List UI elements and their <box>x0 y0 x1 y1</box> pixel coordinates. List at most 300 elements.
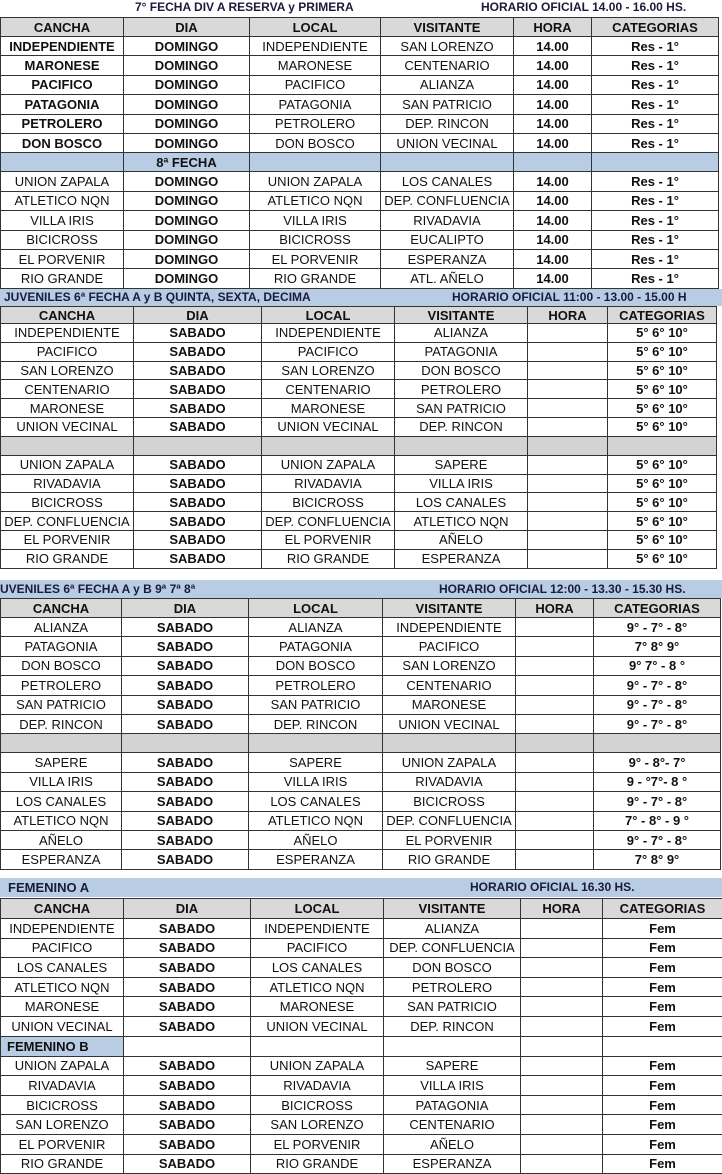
column-header-dia: DIA <box>124 899 251 919</box>
column-header-categorias: CATEGORIAS <box>592 18 719 37</box>
table-row <box>1 695 721 714</box>
cell-categorias: 7° 8° 9° <box>594 850 721 869</box>
cell-cancha: ALIANZA <box>1 618 122 637</box>
table-row <box>1 133 719 152</box>
cell-cancha: ATLETICO NQN <box>1 977 124 997</box>
cell-local: UNION ZAPALA <box>251 1056 384 1076</box>
cell-cancha: EL PORVENIR <box>1 1134 124 1154</box>
cell-categorias: Res - 1° <box>592 133 719 152</box>
cell-hora <box>521 1115 603 1135</box>
column-header-local: LOCAL <box>262 307 395 324</box>
table-row <box>1 1076 722 1096</box>
table-row <box>1 676 721 695</box>
column-header-cancha: CANCHA <box>1 307 134 324</box>
cell-local: EL PORVENIR <box>250 249 381 268</box>
cell-local: CENTENARIO <box>262 380 395 399</box>
cell-dia: SABADO <box>122 830 249 849</box>
table-row <box>1 637 721 656</box>
cell-hora <box>516 830 594 849</box>
table-row <box>1 75 719 94</box>
separator-cell <box>1 734 122 753</box>
cell-categorias: Res - 1° <box>592 230 719 249</box>
cell-visitante: ALIANZA <box>395 324 528 343</box>
cell-cancha: RIVADAVIA <box>1 474 134 493</box>
cell-visitante: ALIANZA <box>384 919 521 939</box>
cell-cancha: UNION VECINAL <box>1 1016 124 1036</box>
cell-visitante: UNION VECINAL <box>381 133 514 152</box>
cell-local: LOS CANALES <box>251 958 384 978</box>
cell-categorias: Res - 1° <box>592 114 719 133</box>
separator-cell <box>251 1036 384 1056</box>
cell-local: UNION VECINAL <box>262 417 395 436</box>
separator-cell <box>521 1036 603 1056</box>
cell-cancha: PACIFICO <box>1 342 134 361</box>
cell-categorias: 9° 7° - 8 ° <box>594 656 721 675</box>
cell-cancha: LOS CANALES <box>1 792 122 811</box>
table-row <box>1 172 719 191</box>
cell-local: EL PORVENIR <box>262 530 395 549</box>
cell-dia: SABADO <box>124 919 251 939</box>
match-table <box>0 898 722 1174</box>
cell-dia: SABADO <box>134 512 262 531</box>
group-separator <box>1 1036 722 1056</box>
cell-categorias: 5° 6° 10° <box>608 417 717 436</box>
section-title-band <box>0 878 722 897</box>
cell-dia: DOMINGO <box>124 211 250 230</box>
column-header-local: LOCAL <box>250 18 381 37</box>
s1-body <box>1 18 719 289</box>
cell-categorias: 9° - 7° - 8° <box>594 714 721 733</box>
cell-categorias: 7° 8° 9° <box>594 637 721 656</box>
column-header-categorias: CATEGORIAS <box>603 899 722 919</box>
cell-dia: SABADO <box>122 714 249 733</box>
cell-visitante: DEP. RINCON <box>395 417 528 436</box>
table-row <box>1 361 717 380</box>
separator-cell <box>1 436 134 455</box>
cell-categorias: 9° - 7° - 8° <box>594 695 721 714</box>
cell-cancha: SAN LORENZO <box>1 361 134 380</box>
cell-visitante: VILLA IRIS <box>384 1076 521 1096</box>
table-row <box>1 938 722 958</box>
cell-cancha: PACIFICO <box>1 75 124 94</box>
table-row <box>1 1056 722 1076</box>
table-row <box>1 958 722 978</box>
separator-cell <box>124 1036 251 1056</box>
cell-visitante: ESPERANZA <box>381 249 514 268</box>
table-row <box>1 772 721 791</box>
cell-dia: SABADO <box>134 361 262 380</box>
cell-local: SAN PATRICIO <box>249 695 383 714</box>
column-header-dia: DIA <box>134 307 262 324</box>
cell-local: BICICROSS <box>250 230 381 249</box>
cell-dia: DOMINGO <box>124 56 250 75</box>
cell-hora <box>516 676 594 695</box>
table-row <box>1 1115 722 1135</box>
cell-categorias: Fem <box>603 919 722 939</box>
cell-hora <box>528 324 608 343</box>
cell-hora <box>516 618 594 637</box>
table-row <box>1 114 719 133</box>
cell-categorias: 5° 6° 10° <box>608 474 717 493</box>
cell-categorias: Fem <box>603 1016 722 1036</box>
cell-local: PACIFICO <box>251 938 384 958</box>
cell-cancha: PACIFICO <box>1 938 124 958</box>
cell-categorias: Res - 1° <box>592 269 719 288</box>
cell-visitante: SAPERE <box>384 1056 521 1076</box>
section-title-band <box>0 0 722 17</box>
cell-dia: SABADO <box>122 772 249 791</box>
cell-categorias: Res - 1° <box>592 172 719 191</box>
separator-cell <box>592 153 719 172</box>
cell-hora <box>528 361 608 380</box>
cell-categorias: Res - 1° <box>592 95 719 114</box>
column-header-hora: HORA <box>521 899 603 919</box>
match-table <box>0 17 719 289</box>
cell-visitante: DON BOSCO <box>395 361 528 380</box>
cell-visitante: DON BOSCO <box>384 958 521 978</box>
table-row <box>1 399 717 418</box>
table-row <box>1 324 717 343</box>
column-header-hora: HORA <box>516 599 594 618</box>
cell-cancha: RIVADAVIA <box>1 1076 124 1096</box>
section-title: JUVENILES 6ª FECHA A y B QUINTA, SEXTA, DECIMA <box>4 290 311 304</box>
section-femenino <box>0 878 722 1174</box>
cell-dia: SABADO <box>124 977 251 997</box>
cell-dia: SABADO <box>134 324 262 343</box>
cell-local: RIO GRANDE <box>251 1154 384 1174</box>
table-row <box>1 830 721 849</box>
cell-local: BICICROSS <box>251 1095 384 1115</box>
cell-dia: SABADO <box>122 792 249 811</box>
match-table <box>0 306 717 569</box>
cell-local: LOS CANALES <box>249 792 383 811</box>
cell-hora <box>528 474 608 493</box>
cell-visitante: RIO GRANDE <box>383 850 516 869</box>
cell-cancha: PETROLERO <box>1 114 124 133</box>
cell-dia: DOMINGO <box>124 75 250 94</box>
cell-cancha: RIO GRANDE <box>1 549 134 568</box>
cell-dia: SABADO <box>122 618 249 637</box>
section-schedule: HORARIO OFICIAL 16.30 HS. <box>470 880 635 894</box>
cell-cancha: MARONESE <box>1 399 134 418</box>
cell-dia: SABADO <box>122 850 249 869</box>
cell-categorias: Res - 1° <box>592 75 719 94</box>
cell-hora <box>521 1134 603 1154</box>
cell-visitante: RIVADAVIA <box>381 211 514 230</box>
cell-hora <box>521 1154 603 1174</box>
cell-categorias: 5° 6° 10° <box>608 380 717 399</box>
separator-cell <box>134 436 262 455</box>
cell-visitante: DEP. CONFLUENCIA <box>383 811 516 830</box>
cell-cancha: LOS CANALES <box>1 958 124 978</box>
column-header-local: LOCAL <box>249 599 383 618</box>
cell-visitante: SAPERE <box>395 455 528 474</box>
cell-visitante: ESPERANZA <box>384 1154 521 1174</box>
cell-local: VILLA IRIS <box>250 211 381 230</box>
section-schedule: HORARIO OFICIAL 12:00 - 13.30 - 15.30 HS. <box>439 582 686 596</box>
cell-visitante: ALIANZA <box>381 75 514 94</box>
column-header-categorias: CATEGORIAS <box>608 307 717 324</box>
cell-local: SAPERE <box>249 753 383 772</box>
column-header-hora: HORA <box>528 307 608 324</box>
table-row <box>1 618 721 637</box>
cell-cancha: AÑELO <box>1 830 122 849</box>
cell-dia: DOMINGO <box>124 191 250 210</box>
table-row <box>1 656 721 675</box>
separator-cell <box>516 734 594 753</box>
cell-categorias: Res - 1° <box>592 37 719 56</box>
cell-visitante: LOS CANALES <box>395 493 528 512</box>
cell-visitante: AÑELO <box>384 1134 521 1154</box>
cell-dia: DOMINGO <box>124 37 250 56</box>
group-separator <box>1 734 721 753</box>
cell-visitante: SAN PATRICIO <box>395 399 528 418</box>
cell-dia: SABADO <box>124 1095 251 1115</box>
cell-hora <box>528 399 608 418</box>
cell-visitante: ATLETICO NQN <box>395 512 528 531</box>
cell-local: ESPERANZA <box>249 850 383 869</box>
cell-dia: SABADO <box>124 938 251 958</box>
cell-local: PATAGONIA <box>250 95 381 114</box>
column-header-hora: HORA <box>514 18 592 37</box>
cell-categorias: Res - 1° <box>592 211 719 230</box>
cell-categorias: Res - 1° <box>592 191 719 210</box>
table-row <box>1 493 717 512</box>
cell-visitante: BICICROSS <box>383 792 516 811</box>
cell-cancha: PATAGONIA <box>1 95 124 114</box>
cell-categorias: Res - 1° <box>592 249 719 268</box>
fecha-separator <box>1 153 719 172</box>
table-row <box>1 417 717 436</box>
section-schedule: HORARIO OFICIAL 14.00 - 16.00 HS. <box>481 0 687 14</box>
cell-cancha: DEP. RINCON <box>1 714 122 733</box>
cell-cancha: SAPERE <box>1 753 122 772</box>
cell-categorias: 9° - 7° - 8° <box>594 792 721 811</box>
cell-local: PATAGONIA <box>249 637 383 656</box>
cell-local: MARONESE <box>250 56 381 75</box>
cell-hora: 14.00 <box>514 114 592 133</box>
cell-local: AÑELO <box>249 830 383 849</box>
table-row <box>1 919 722 939</box>
cell-visitante: UNION ZAPALA <box>383 753 516 772</box>
cell-visitante: SAN LORENZO <box>381 37 514 56</box>
cell-cancha: CENTENARIO <box>1 380 134 399</box>
cell-categorias: 5° 6° 10° <box>608 549 717 568</box>
cell-cancha: DON BOSCO <box>1 656 122 675</box>
cell-cancha: SAN LORENZO <box>1 1115 124 1135</box>
table-row <box>1 56 719 75</box>
cell-visitante: DEP. RINCON <box>384 1016 521 1036</box>
column-header-visitante: VISITANTE <box>395 307 528 324</box>
cell-visitante: DEP. RINCON <box>381 114 514 133</box>
cell-local: INDEPENDIENTE <box>250 37 381 56</box>
cell-dia: SABADO <box>124 1016 251 1036</box>
cell-cancha: ESPERANZA <box>1 850 122 869</box>
cell-visitante: INDEPENDIENTE <box>383 618 516 637</box>
cell-cancha: ATLETICO NQN <box>1 191 124 210</box>
cell-visitante: EUCALIPTO <box>381 230 514 249</box>
table-header-row <box>1 899 722 919</box>
cell-visitante: LOS CANALES <box>381 172 514 191</box>
cell-dia: SABADO <box>134 399 262 418</box>
cell-local: ATLETICO NQN <box>250 191 381 210</box>
section-div-a <box>0 0 722 289</box>
cell-categorias: 5° 6° 10° <box>608 342 717 361</box>
cell-hora <box>528 417 608 436</box>
cell-dia: SABADO <box>122 695 249 714</box>
cell-hora <box>516 811 594 830</box>
cell-dia: DOMINGO <box>124 249 250 268</box>
cell-dia: SABADO <box>122 676 249 695</box>
cell-dia: SABADO <box>124 1056 251 1076</box>
cell-hora: 14.00 <box>514 95 592 114</box>
section-title: FEMENINO A <box>8 880 90 895</box>
cell-categorias: 9° - 7° - 8° <box>594 830 721 849</box>
cell-hora: 14.00 <box>514 211 592 230</box>
cell-dia: SABADO <box>134 380 262 399</box>
cell-categorias: Fem <box>603 1095 722 1115</box>
cell-hora <box>516 714 594 733</box>
cell-visitante: UNION VECINAL <box>383 714 516 733</box>
cell-dia: DOMINGO <box>124 114 250 133</box>
cell-visitante: CENTENARIO <box>384 1115 521 1135</box>
cell-local: MARONESE <box>251 997 384 1017</box>
cell-categorias: 5° 6° 10° <box>608 493 717 512</box>
cell-dia: DOMINGO <box>124 95 250 114</box>
s2-body <box>1 307 717 569</box>
cell-dia: SABADO <box>134 417 262 436</box>
table-row <box>1 474 717 493</box>
cell-categorias: 5° 6° 10° <box>608 324 717 343</box>
cell-hora <box>521 977 603 997</box>
cell-local: PETROLERO <box>249 676 383 695</box>
cell-hora: 14.00 <box>514 172 592 191</box>
cell-hora <box>528 342 608 361</box>
cell-hora <box>521 1076 603 1096</box>
cell-cancha: VILLA IRIS <box>1 772 122 791</box>
s3-body <box>1 599 721 870</box>
cell-hora: 14.00 <box>514 249 592 268</box>
cell-hora <box>528 493 608 512</box>
cell-cancha: MARONESE <box>1 56 124 75</box>
cell-local: UNION ZAPALA <box>262 455 395 474</box>
table-header-row <box>1 307 717 324</box>
table-row <box>1 191 719 210</box>
table-row <box>1 512 717 531</box>
cell-hora <box>528 380 608 399</box>
table-row <box>1 792 721 811</box>
cell-dia: SABADO <box>134 342 262 361</box>
cell-dia: SABADO <box>124 1076 251 1096</box>
cell-categorias: Fem <box>603 1056 722 1076</box>
cell-dia: DOMINGO <box>124 269 250 288</box>
cell-visitante: DEP. CONFLUENCIA <box>381 191 514 210</box>
separator-cell <box>528 436 608 455</box>
table-header-row <box>1 599 721 618</box>
separator-cell <box>603 1036 722 1056</box>
table-row <box>1 1154 722 1174</box>
cell-cancha: DON BOSCO <box>1 133 124 152</box>
cell-cancha: RIO GRANDE <box>1 269 124 288</box>
cell-local: RIO GRANDE <box>262 549 395 568</box>
column-header-cancha: CANCHA <box>1 599 122 618</box>
cell-visitante: SAN PATRICIO <box>384 997 521 1017</box>
cell-cancha: UNION VECINAL <box>1 417 134 436</box>
cell-hora <box>516 850 594 869</box>
column-header-dia: DIA <box>124 18 250 37</box>
cell-visitante: SAN LORENZO <box>383 656 516 675</box>
cell-cancha: INDEPENDIENTE <box>1 324 134 343</box>
cell-hora <box>521 1016 603 1036</box>
cell-cancha: INDEPENDIENTE <box>1 37 124 56</box>
cell-dia: SABADO <box>122 656 249 675</box>
table-row <box>1 714 721 733</box>
cell-cancha: SAN PATRICIO <box>1 695 122 714</box>
cell-categorias: Fem <box>603 977 722 997</box>
cell-dia: SABADO <box>124 1154 251 1174</box>
table-row <box>1 1016 722 1036</box>
cell-dia: DOMINGO <box>124 172 250 191</box>
cell-hora: 14.00 <box>514 230 592 249</box>
table-row <box>1 95 719 114</box>
cell-visitante: DEP. CONFLUENCIA <box>384 938 521 958</box>
cell-hora <box>521 919 603 939</box>
cell-cancha: UNION ZAPALA <box>1 1056 124 1076</box>
cell-categorias: Fem <box>603 1134 722 1154</box>
table-header-row <box>1 18 719 37</box>
s4-body <box>1 899 722 1174</box>
cell-local: DON BOSCO <box>250 133 381 152</box>
cell-categorias: Fem <box>603 958 722 978</box>
cell-cancha: PETROLERO <box>1 676 122 695</box>
cell-dia: SABADO <box>134 474 262 493</box>
table-row <box>1 269 719 288</box>
separator-cell <box>1 153 124 172</box>
cell-visitante: CENTENARIO <box>383 676 516 695</box>
cell-hora <box>521 958 603 978</box>
cell-hora <box>528 512 608 531</box>
cell-hora: 14.00 <box>514 191 592 210</box>
cell-visitante: PACIFICO <box>383 637 516 656</box>
cell-dia: SABADO <box>124 997 251 1017</box>
section-juveniles-5-6-10 <box>0 289 722 571</box>
cell-dia: DOMINGO <box>124 230 250 249</box>
cell-cancha: PATAGONIA <box>1 637 122 656</box>
table-row <box>1 1134 722 1154</box>
cell-dia: SABADO <box>122 811 249 830</box>
cell-dia: SABADO <box>122 753 249 772</box>
cell-dia: SABADO <box>134 549 262 568</box>
cell-visitante: ESPERANZA <box>395 549 528 568</box>
cell-cancha: BICICROSS <box>1 1095 124 1115</box>
table-row <box>1 455 717 474</box>
separator-cell <box>395 436 528 455</box>
cell-dia: SABADO <box>134 493 262 512</box>
column-header-visitante: VISITANTE <box>384 899 521 919</box>
cell-hora <box>516 695 594 714</box>
cell-local: INDEPENDIENTE <box>251 919 384 939</box>
cell-hora <box>516 792 594 811</box>
table-row <box>1 530 717 549</box>
cell-hora <box>516 656 594 675</box>
section-juveniles-9-7-8 <box>0 580 722 876</box>
cell-cancha: BICICROSS <box>1 493 134 512</box>
separator-cell <box>249 734 383 753</box>
column-header-visitante: VISITANTE <box>381 18 514 37</box>
cell-categorias: 9° - 8°- 7° <box>594 753 721 772</box>
cell-local: VILLA IRIS <box>249 772 383 791</box>
cell-dia: SABADO <box>124 1115 251 1135</box>
